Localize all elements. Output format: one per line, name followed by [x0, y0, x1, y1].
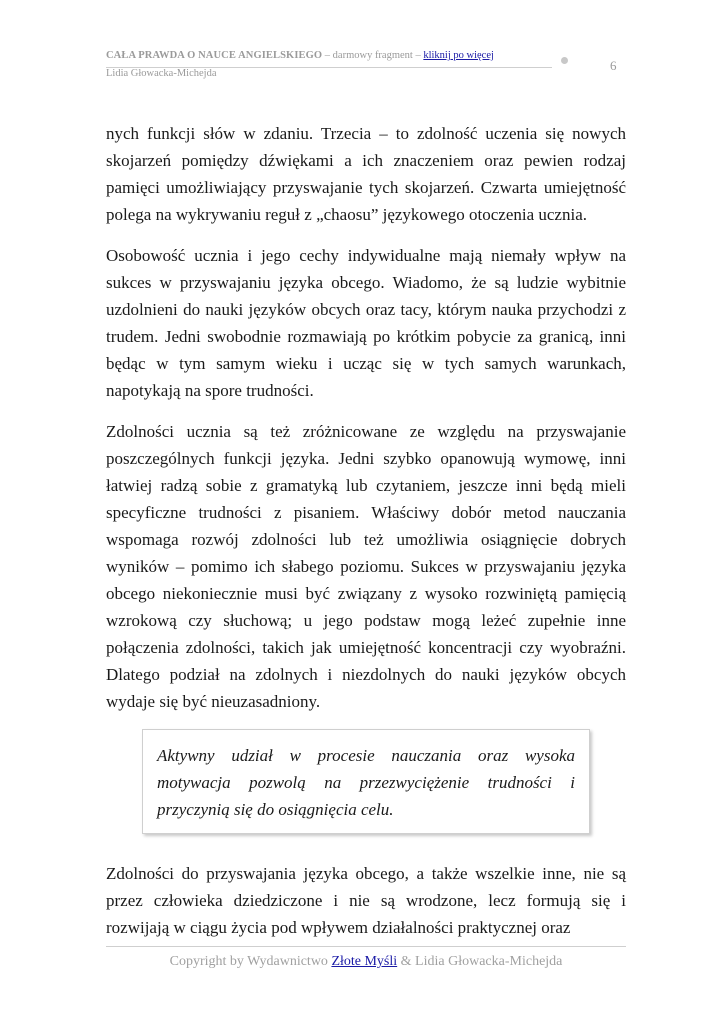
publisher-link[interactable]: Złote Myśli	[331, 954, 398, 969]
copyright-prefix: Copyright by Wydawnictwo	[169, 954, 332, 969]
quote-box: Aktywny udział w procesie nauczania oraz wysoka motywacja pozwolą na przezwyciężenie trudności i przyczynią się do osiągnięcia celu.	[142, 729, 590, 834]
page-header	[106, 50, 626, 90]
book-title: CAŁA PRAWDA O NAUCE ANGIELSKIEGO	[106, 50, 323, 61]
page-number: 6	[610, 58, 617, 73]
page-content	[106, 120, 626, 955]
page-footer	[106, 954, 626, 970]
paragraph: Zdolności ucznia są też zróżnicowane ze względu na przyswajanie poszczególnych funkcji języka. Jedni szybko opanowują wymowę, inni łatwiej radzą sobie z gramatyką lub czytaniem, jeszcze inni będą mieli specyficzne trudności z pisaniem. Właściwy dobór metod nauczania wspomaga rozwój zdolności lub też umożliwia osiągnięcie dobrych wyników – pomimo ich słabego poziomu. Sukces w przyswajaniu języka obcego niekoniecznie musi być związany z wysoko rozwiniętą pamięcią wzrokową czy słuchową; u jego podstaw mogą leżeć zupełnie inne połączenia zdolności, takich jak umiejętność koncentracji czy wyobraźni. Dlatego podział na zdolnych i niezdolnych do nauki języków obcych wydaje się być nieuzasadniony.	[106, 422, 626, 711]
paragraph: nych funkcji słów w zdaniu. Trzecia – to zdolność uczenia się nowych skojarzeń pomiędzy dźwiękami a ich znaczeniem oraz pewien rodzaj pamięci umożliwiający przyswajanie tych skojarzeń. Czwarta umiejętność polega na wykrywaniu reguł z „chaosu” językowego otoczenia ucznia.	[106, 124, 626, 224]
bullet-icon	[561, 57, 568, 64]
paragraph: Osobowość ucznia i jego cechy indywidualne mają niemały wpływ na sukces w przyswajaniu języka obcego. Wiadomo, że są ludzie wybitnie uzdolnieni do nauki języków obcych oraz tacy, którym nauka przychodzi z trudem. Jedni swobodnie rozmawiają po krótkim pobycie za granicą, inni będąc w tym samym wieku i ucząc się w tych samych warunkach, napotykają na spore trudności.	[106, 246, 626, 400]
header-title-line	[106, 50, 494, 61]
header-author: Lidia Głowacka-Michejda	[106, 68, 217, 79]
more-link[interactable]: kliknij po więcej	[423, 50, 494, 61]
paragraph: Zdolności do przyswajania języka obcego, a także wszelkie inne, nie są przez człowieka dziedziczone i nie są wrodzone, lecz formują się i rozwijają w ciągu życia pod wpływem działalności praktycznej oraz	[106, 864, 626, 937]
fragment-text: – darmowy fragment –	[322, 50, 424, 61]
footer-divider	[106, 946, 626, 947]
copyright-suffix: & Lidia Głowacka-Michejda	[397, 954, 563, 969]
